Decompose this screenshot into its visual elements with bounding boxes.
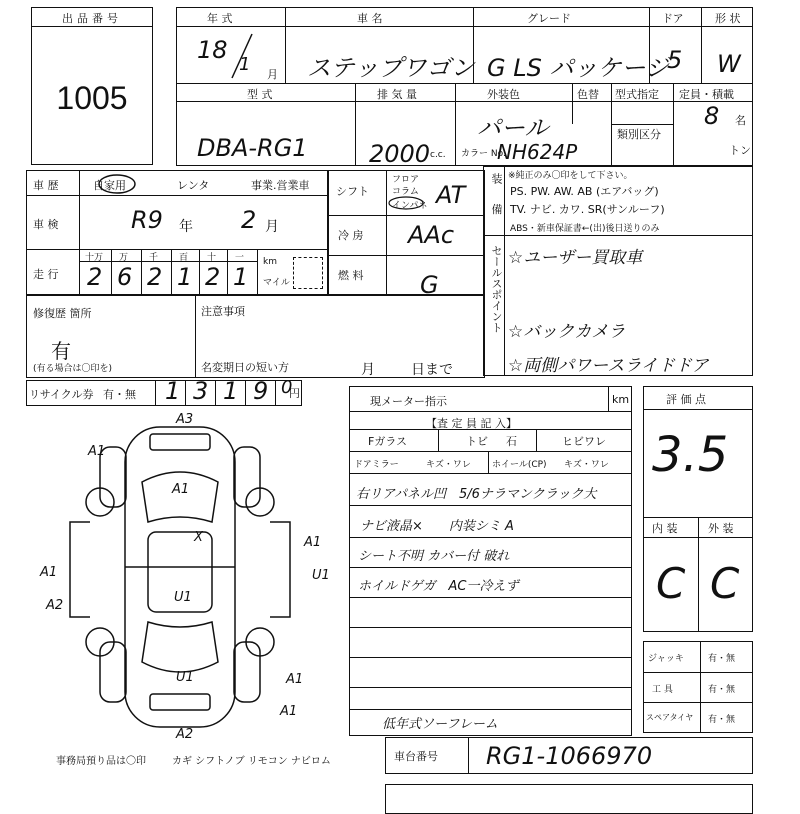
glass-label: Fガラス	[368, 435, 407, 448]
equipment-line2: TV. ナビ. カワ. SR(サンルーフ)	[510, 203, 665, 216]
exterior-value: C	[710, 559, 740, 608]
load-unit: トン	[729, 144, 751, 157]
history-label: 車 歴	[33, 179, 59, 192]
recycle-unit: 円	[289, 387, 300, 400]
inspector-note-4: ホイルドゲガ AC一冷えず	[358, 579, 519, 594]
jack-label: ジャッキ	[648, 654, 684, 664]
recycle-opt: 有・無	[103, 388, 136, 401]
wheel-opts: キズ・ワレ	[564, 460, 609, 470]
shift-inpane: インパネ	[392, 201, 428, 211]
grade-value: G LS パッケージ	[487, 54, 669, 82]
jack-opts: 有・無	[708, 654, 736, 664]
notes-label: 注意事項	[201, 305, 245, 318]
year-month-unit: 月	[267, 68, 278, 81]
score-label: 評 価 点	[666, 393, 706, 406]
diag-mark-8: U1	[176, 670, 194, 685]
diag-mark-9: A1	[286, 672, 304, 687]
diag-mark-1: A1	[88, 444, 106, 459]
fuel-value: G	[420, 271, 439, 299]
inspection-label: 車 検	[33, 218, 59, 231]
shift-box	[327, 170, 485, 299]
mileage-label: 走 行	[33, 268, 59, 281]
mileage-unit-mile: マイル	[263, 278, 290, 288]
recycle-digit-0: 1	[165, 377, 181, 405]
fuel-label: 燃 料	[338, 269, 364, 282]
history-box	[26, 170, 329, 296]
mileage-digit-label-4: 十	[207, 253, 217, 263]
lot-box	[31, 7, 153, 165]
score-box	[643, 386, 753, 632]
diag-mark-2: A1	[172, 482, 190, 497]
inspector-title: 【査 定 員 記 入】	[426, 417, 517, 430]
exterior-label: 外 装	[708, 522, 734, 535]
inspector-note-3: シート不明 カバー付 破れ	[358, 549, 510, 564]
grade-label: グレード	[527, 12, 571, 25]
name-change-month: 月	[361, 362, 375, 378]
glass-opt3: ヒビワレ	[562, 435, 606, 448]
equipment-note: ※純正のみ〇印をして下さい。	[508, 171, 633, 181]
name-change-label: 名変期日の短い方	[201, 361, 289, 374]
bottom-box	[385, 784, 753, 814]
vin-label: 車台番号	[394, 750, 438, 763]
diag-mark-5: U1	[174, 590, 192, 605]
repair-note: (有る場合は〇印を)	[33, 364, 113, 374]
ac-value: AAc	[408, 221, 455, 249]
recycle-label: リサイクル券	[29, 388, 94, 401]
meter-label: 現メーター指示	[370, 395, 447, 408]
shift-label: シフト	[336, 185, 369, 198]
interior-value: C	[656, 559, 686, 608]
office-label: 事務局預り品は〇印	[56, 756, 146, 767]
mileage-digit-0: 2	[87, 263, 103, 291]
displacement-unit: c.c.	[430, 150, 446, 160]
color-no-label: カラー No.	[461, 149, 506, 159]
recycle-digit-3: 9	[253, 377, 269, 405]
recycle-digit-4: 0	[281, 377, 293, 398]
sales-points-label: セールスポイント	[490, 245, 503, 333]
diag-mark-3: A1	[40, 565, 58, 580]
mileage-unit-km: km	[263, 257, 277, 267]
inspector-note-2: ナビ液晶× 内装シミ A	[360, 519, 514, 534]
car-name-label: 車 名	[357, 12, 383, 25]
lot-number: 1005	[56, 80, 128, 116]
recycle-digit-1: 3	[193, 377, 209, 405]
shift-floor: フロア	[392, 175, 420, 185]
displacement-value: 2000	[369, 140, 431, 168]
mileage-digit-label-2: 千	[149, 253, 159, 263]
mileage-check-box	[293, 257, 323, 289]
mileage-digit-3: 1	[177, 263, 193, 291]
equipment-box	[483, 166, 753, 376]
mirror-opts: キズ・ワレ	[426, 460, 471, 470]
repaint-label: 色替	[577, 88, 599, 101]
mileage-digit-label-5: 一	[235, 253, 245, 263]
car-diagram	[30, 412, 330, 742]
color-value: パール	[477, 114, 549, 142]
category-label: 類別区分	[617, 128, 661, 141]
inspection-era: R9	[131, 206, 163, 234]
inspection-month: 2	[241, 206, 257, 234]
shift-column: コラム	[392, 187, 419, 197]
mileage-digit-label-1: 万	[119, 253, 129, 263]
vin-value: RG1-1066970	[486, 742, 653, 770]
spec-box	[176, 83, 753, 166]
frame-note: 低年式ソーフレーム	[382, 717, 498, 732]
equipment-check-box	[643, 641, 753, 733]
inspection-month-unit: 月	[265, 219, 279, 235]
equipment-line3: ABS・新車保証書←(出)後日送りのみ	[510, 224, 660, 234]
mileage-digit-4: 2	[205, 263, 221, 291]
mileage-digit-label-0: 十万	[85, 253, 104, 263]
color-no-value: NH624P	[497, 140, 578, 164]
year-month: 1	[239, 54, 251, 75]
mileage-digit-2: 2	[147, 263, 163, 291]
tools-label: 工 具	[652, 685, 673, 695]
office-items: カギ シフトノブ リモコン ナビロム	[172, 756, 331, 767]
equipment-line1: PS. PW. AW. AB (エアバッグ)	[510, 185, 659, 198]
private-circle	[97, 173, 137, 195]
history-private: 自家用	[93, 179, 126, 192]
model-value: DBA-RG1	[197, 134, 308, 162]
glass-opt2: 石	[506, 435, 517, 448]
diag-mark-11: A2	[176, 727, 194, 742]
year-value: 18	[197, 36, 228, 64]
doors-label: ドア	[662, 12, 684, 25]
capacity-unit: 名	[735, 114, 746, 127]
repair-value: 有	[51, 339, 71, 363]
glass-opt1: トビ	[466, 435, 488, 448]
displacement-label: 排 気 量	[377, 88, 417, 101]
exterior-color-label: 外装色	[487, 88, 520, 101]
tools-opts: 有・無	[708, 685, 736, 695]
shift-value: AT	[436, 181, 466, 209]
wheel-label: ホイール(CP)	[492, 460, 547, 470]
inspector-box	[349, 386, 632, 736]
spare-label: スペアタイヤ	[646, 713, 694, 722]
repair-box	[26, 294, 485, 378]
mirror-label: ドアミラー	[354, 460, 399, 470]
diag-mark-10: A2	[46, 598, 64, 613]
doors-value: 5	[667, 46, 683, 74]
diag-mark-4: X	[194, 530, 203, 545]
diag-mark-13: A3	[176, 412, 194, 427]
capacity-label: 定員・積載	[679, 88, 734, 101]
repair-label: 修復歴 箇所	[33, 307, 92, 320]
score-value: 3.5	[652, 427, 729, 483]
equipment-label: 装 備	[490, 173, 503, 223]
mileage-digit-5: 1	[233, 263, 249, 291]
lot-label: 出品番号	[62, 12, 122, 25]
inspection-year-unit: 年	[179, 219, 193, 235]
diag-mark-12: A1	[280, 704, 298, 719]
header-box	[176, 7, 753, 84]
model-label: 型 式	[247, 88, 273, 101]
meter-unit: km	[612, 393, 630, 406]
spare-opts: 有・無	[708, 715, 736, 725]
shape-label: 形 状	[715, 12, 741, 25]
history-rental: レンタ	[177, 179, 210, 192]
model-designation-label: 型式指定	[615, 88, 659, 101]
sales-point-1: ☆ユーザー買取車	[508, 248, 643, 268]
shape-value: W	[717, 50, 741, 78]
mileage-digit-1: 6	[117, 263, 133, 291]
recycle-digit-2: 1	[223, 377, 239, 405]
inpane-circle	[386, 195, 426, 211]
sales-point-3: ☆両側パワースライドドア	[508, 356, 709, 376]
car-name-value: ステップワゴン	[307, 54, 475, 82]
mileage-digit-label-3: 百	[179, 253, 189, 263]
year-label: 年 式	[207, 12, 233, 25]
capacity-value: 8	[704, 102, 720, 130]
inspector-note-1: 右リアパネル凹 5/6ナラマンクラック大	[356, 487, 597, 502]
interior-label: 内 装	[652, 522, 678, 535]
history-business: 事業.営業車	[251, 179, 310, 192]
sales-point-2: ☆バックカメラ	[508, 322, 626, 342]
diag-mark-7: U1	[312, 568, 330, 583]
diag-mark-6: A1	[304, 535, 322, 550]
vin-box	[385, 737, 753, 774]
ac-label: 冷 房	[338, 229, 364, 242]
name-change-day: 日まで	[411, 362, 453, 378]
recycle-box	[26, 377, 302, 406]
